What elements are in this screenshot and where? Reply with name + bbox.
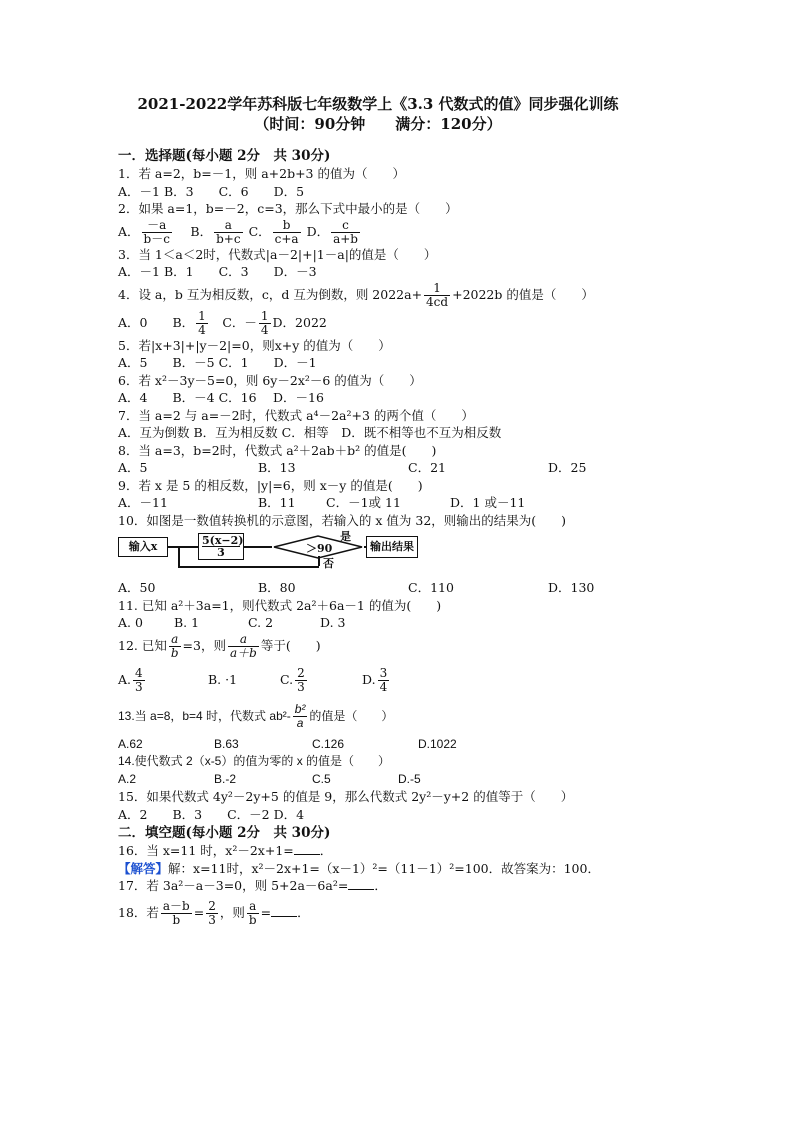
answer-blank bbox=[271, 904, 297, 917]
question-11: 11. 已知 a²＋3a=1，则代数式 2a²＋6a－1 的值为( ) bbox=[118, 597, 442, 613]
flow-diagram bbox=[118, 530, 638, 573]
question-15: 15．如果代数式 4y²－2y+5 的值是 9，那么代数式 2y²－y+2 的值等于（ ） bbox=[118, 789, 574, 805]
question-12: 12. 已知 $\frac{a}{b}$ =3，则 $\frac{a}{a+b}$ 等于( ) bbox=[118, 631, 321, 660]
question-9: 9．若 x 是 5 的相反数，|y|=6，则 x－y 的值是( ) bbox=[118, 477, 423, 493]
flow-output-box: 输出结果 bbox=[366, 536, 418, 558]
question-2: 2．如果 a=1，b=－2，c=3，那么下式中最小的是（ ） bbox=[118, 201, 458, 216]
page-title: 2021-2022学年苏科版七年级数学上《3.3 代数式的值》同步强化训练 bbox=[137, 95, 619, 113]
options-3: A．－1 B．1 C．3 D．－3 bbox=[118, 264, 317, 279]
flow-arrow bbox=[168, 546, 198, 548]
fraction: $\frac{2}{3}$ bbox=[297, 665, 305, 694]
answer-blank bbox=[294, 842, 320, 855]
options-9: A．－11 B．11 C．－1或 11 D．1 或－11 bbox=[118, 495, 526, 510]
worksheet-page bbox=[118, 94, 638, 927]
fraction: $\frac{1}{4}$ bbox=[260, 308, 269, 337]
options-8: A．5 B．13 C．21 D．25 bbox=[118, 460, 587, 475]
fraction: $\frac{a}{b}$ bbox=[248, 898, 257, 927]
fraction: $\frac{-a}{b-c}$ bbox=[143, 217, 170, 246]
flow-line bbox=[178, 566, 319, 568]
options-6: A．4 B．－4 C．16 D．－16 bbox=[118, 390, 324, 405]
options-12: A. $\frac{4}{3}$ B. ·1 C. $\frac{2}{3}$ D. $\frac{3}{4}$ bbox=[118, 665, 388, 694]
question-17: 17．若 3a²－a－3=0，则 5+2a－6a²= ． bbox=[118, 878, 387, 894]
answer-label: 【解答】 bbox=[118, 860, 169, 876]
options-1: A．－1 B．3 C．6 D．5 bbox=[118, 183, 305, 199]
question-3: 3．当 1＜a＜2时，代数式|a－2|+|1－a|的值是（ ） bbox=[118, 246, 437, 262]
options-15: A．2 B．3 C．－2 D．4 bbox=[118, 806, 305, 822]
fraction: $\frac{1}{4}$ bbox=[198, 308, 206, 337]
options-2: A． $\frac{-a}{b-c}$ B． $\frac{a}{b+c}$ C． $\frac{b}{c+a}$ D． $\frac{c}{a+b}$ bbox=[118, 217, 358, 246]
fraction: $\frac{a-b}{b}$ bbox=[162, 898, 190, 927]
flow-arrow bbox=[244, 546, 272, 548]
flow-no-label: 否 bbox=[323, 557, 334, 570]
options-7: A．互为倒数 B．互为相反数 C．相等 D．既不相等也不互为相反数 bbox=[118, 425, 502, 440]
question-7: 7．当 a=2 与 a=－2时，代数式 a⁴－2a²+3 的两个值（ ） bbox=[118, 407, 474, 423]
fraction: $\frac{4}{3}$ bbox=[135, 665, 143, 694]
question-10: 10．如图是一数值转换机的示意图，若输入的 x 值为 32，则输出的结果为( ) bbox=[118, 512, 567, 528]
options-5: A．5 B．－5 C．1 D．－1 bbox=[118, 355, 317, 370]
fraction: $\frac{\text{b²}}{a}$ bbox=[294, 701, 306, 730]
fraction: $\frac{c}{a+b}$ bbox=[333, 217, 358, 246]
fraction: $\frac{a}{b+c}$ bbox=[216, 217, 241, 246]
fraction: $\frac{2}{3}$ bbox=[208, 898, 216, 927]
options-14: A.2 B.-2 C.5 D.-5 bbox=[118, 771, 421, 786]
flow-condition: ＞90 bbox=[306, 542, 333, 555]
flow-line bbox=[178, 546, 180, 567]
question-13: 13.当 a=8，b=4 时，代数式 ab²- $\frac{\text{b²}}{a}$ 的值是（ ） bbox=[118, 701, 394, 730]
question-18: 18．若 $\frac{a-b}{b}$ = $\frac{2}{3}$ ，则 $\frac{a}{b}$ = ． bbox=[118, 898, 310, 927]
answer-16: 【解答】解：x=11时，x²－2x+1=（x－1）²=（11－1）²=100．故答案为：100． bbox=[118, 860, 600, 876]
question-1: 1．若 a=2，b=－1，则 a+2b+3 的值为（ ） bbox=[118, 166, 405, 181]
question-4: 4．设 a，b 互为相反数，c，d 互为倒数，则 2022a+ $\frac{1}{4cd}$ +2022b 的值是（ ） bbox=[118, 280, 594, 309]
fraction: $\frac{3}{4}$ bbox=[379, 665, 388, 694]
flow-yes-label: 是 bbox=[340, 530, 351, 543]
fraction: $\frac{a}{a+b}$ bbox=[229, 631, 257, 660]
question-6: 6．若 x²－3y－5=0，则 6y－2x²－6 的值为（ ） bbox=[118, 372, 422, 388]
question-8: 8．当 a=3，b=2时，代数式 a²＋2ab＋b² 的值是( ) bbox=[118, 442, 437, 458]
flow-line bbox=[318, 556, 320, 566]
flow-formula-box: 5(x−2) 3 bbox=[198, 533, 244, 560]
section-heading-fill: 二．填空题(每小题 2分 共 30分) bbox=[118, 825, 331, 842]
fraction: $\frac{b}{c+a}$ bbox=[274, 217, 299, 246]
fraction: $\frac{a}{b}$ bbox=[170, 631, 179, 660]
flow-input-box: 输入x bbox=[118, 537, 168, 557]
question-5: 5．若|x+3|+|y－2|=0，则x+y 的值为（ ） bbox=[118, 337, 391, 353]
question-14: 14.使代数式 2（x-5）的值为零的 x 的值是（ ） bbox=[118, 754, 391, 769]
fraction: $\frac{1}{4cd}$ bbox=[426, 280, 449, 309]
options-4: A．0 B． $\frac{1}{4}$ C．－ $\frac{1}{4}$ D．2022 bbox=[118, 308, 327, 337]
options-13: A.62 B.63 C.126 D.1022 bbox=[118, 736, 457, 751]
question-16: 16．当 x=11 时，x²－2x+1= ． bbox=[118, 843, 333, 859]
page-subtitle: （时间：90分钟 满分：120分） bbox=[254, 115, 502, 133]
options-11: A. 0 B. 1 C. 2 D. 3 bbox=[118, 615, 346, 630]
section-heading-choice: 一．选择题(每小题 2分 共 30分) bbox=[118, 148, 331, 164]
options-10: A．50 B．80 C．110 D．130 bbox=[118, 580, 595, 595]
answer-blank bbox=[348, 877, 374, 890]
